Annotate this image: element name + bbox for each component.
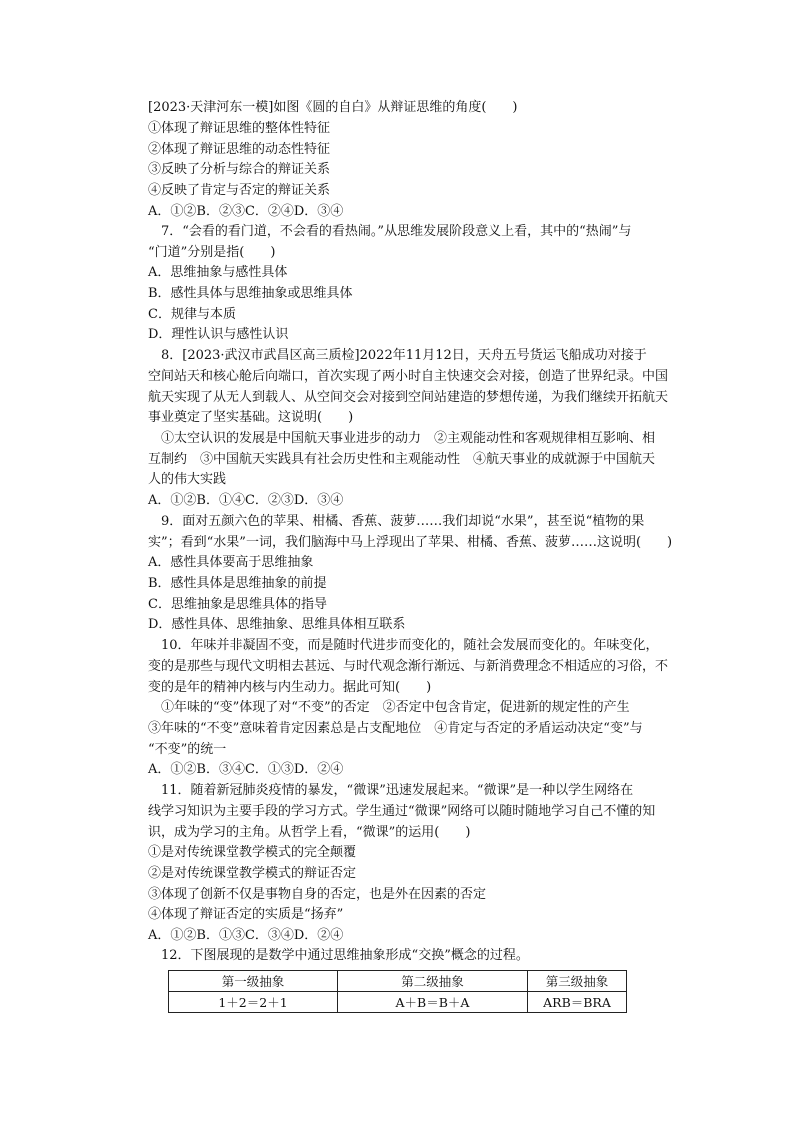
question-8-stem-4: 事业奠定了坚实基础。这说明( ): [148, 410, 354, 425]
q11-options: A．①②B．①③C．③④D．②④: [148, 928, 344, 943]
q7-option-d: D．理性认识与感性认识: [148, 327, 289, 342]
question-8-stem-2: 空间站天和核心舱后向端口，首次实现了两小时自主快速交会对接，创造了世界纪录。中国: [148, 369, 669, 384]
question-6-stem: [2023·天津河东一模]如图《圆的自白》从辩证思维的角度( ): [148, 100, 518, 115]
table-row: [169, 992, 627, 1013]
question-8-stem-3: 航天实现了从无人到载人、从空间交会对接到空间站建造的梦想传递，为我们继续开拓航天: [148, 390, 669, 405]
q7-option-c: C．规律与本质: [148, 307, 236, 322]
q11-statement-2: ②是对传统课堂教学模式的辩证否定: [148, 866, 357, 881]
q10-statements-2: ③年味的“不变”意味着肯定因素总是占支配地位 ④肯定与否定的矛盾运动决定“变”与: [148, 721, 643, 736]
q9-option-b: B．感性具体是思维抽象的前提: [148, 576, 327, 591]
q8-statements-2: 互制约 ③中国航天实践具有社会历史性和主观能动性 ④航天事业的成就源于中国航天: [148, 452, 656, 467]
question-8-stem-1: 8．[2023·武汉市武昌区高三质检]2022年11月12日，天舟五号货运飞船成功对接于: [148, 348, 647, 363]
q10-statements-1: ①年味的“变”体现了对“不变”的否定 ②否定中包含肯定，促进新的规定性的产生: [148, 700, 630, 715]
q8-options: A．①②B．①④C．②③D．③④: [148, 493, 344, 508]
q9-option-c: C．思维抽象是思维具体的指导: [148, 597, 327, 612]
table-header-row: [169, 971, 627, 992]
question-9-stem-1: 9．面对五颜六色的苹果、柑橘、香蕉、菠萝……我们却说“水果”，甚至说“植物的果: [148, 514, 645, 529]
table-cell: A＋B＝B＋A: [338, 992, 528, 1013]
question-11-stem-1: 11．随着新冠肺炎疫情的暴发，“微课”迅速发展起来。“微课”是一种以学生网络在: [148, 783, 634, 798]
q11-statement-4: ④体现了辩证否定的实质是“扬弃”: [148, 907, 344, 922]
question-11-stem-2: 线学习知识为主要手段的学习方式。学生通过“微课”网络可以随时随地学习自己不懂的知: [148, 804, 656, 819]
q11-statement-3: ③体现了创新不仅是事物自身的否定，也是外在因素的否定: [148, 887, 487, 902]
table-header-cell: 第三级抽象: [528, 971, 627, 992]
q6-options: A．①②B．②③C．②④D．③④: [148, 204, 344, 219]
q8-statements-1: ①太空认识的发展是中国航天事业进步的动力 ②主观能动性和客观规律相互影响、相: [148, 431, 656, 446]
q8-statements-3: 人的伟大实践: [148, 472, 227, 487]
q6-statement-3: ③反映了分析与综合的辩证关系: [148, 162, 331, 177]
q10-options: A．①②B．③④C．①③D．②④: [148, 762, 344, 777]
q10-statements-3: “不变”的统一: [148, 742, 227, 757]
table-cell: 1＋2＝2＋1: [169, 992, 338, 1013]
question-9-stem-2: 实”；看到“水果”一词，我们脑海中马上浮现出了苹果、柑橘、香蕉、菠萝……这说明( ): [148, 535, 673, 550]
question-10-stem-3: 变的是年的精神内核与内生动力。据此可知( ): [148, 680, 432, 695]
table-header-cell: 第二级抽象: [338, 971, 528, 992]
q6-statement-2: ②体现了辩证思维的动态性特征: [148, 142, 331, 157]
q11-statement-1: ①是对传统课堂教学模式的完全颠覆: [148, 845, 357, 860]
q6-statement-1: ①体现了辩证思维的整体性特征: [148, 121, 331, 136]
q9-option-d: D．感性具体、思维抽象、思维具体相互联系: [148, 617, 406, 632]
question-10-stem-2: 变的是那些与现代文明相去甚远、与时代观念渐行渐远、与新消费理念不相适应的习俗，不: [148, 659, 669, 674]
question-7-stem-2: “门道”分别是指( ): [148, 245, 276, 260]
q9-option-a: A．感性具体要高于思维抽象: [148, 555, 314, 570]
q7-option-b: B．感性具体与思维抽象或思维具体: [148, 286, 353, 301]
table-header-cell: 第一级抽象: [169, 971, 338, 992]
table-cell: ARB＝BRA: [528, 992, 627, 1013]
question-7-stem-1: 7．“会看的看门道，不会看的看热闹。”从思维发展阶段意义上看，其中的“热闹”与: [148, 224, 632, 239]
question-10-stem-1: 10．年味并非凝固不变，而是随时代进步而变化的，随社会发展而变化的。年味变化，: [148, 638, 659, 653]
question-12-stem: 12．下图展现的是数学中通过思维抽象形成“交换”概念的过程。: [148, 948, 529, 963]
abstraction-table: [168, 970, 627, 1013]
q7-option-a: A．思维抽象与感性具体: [148, 265, 288, 280]
q6-statement-4: ④反映了肯定与否定的辩证关系: [148, 183, 331, 198]
question-11-stem-3: 识，成为学习的主角。从哲学上看，“微课”的运用( ): [148, 825, 471, 840]
